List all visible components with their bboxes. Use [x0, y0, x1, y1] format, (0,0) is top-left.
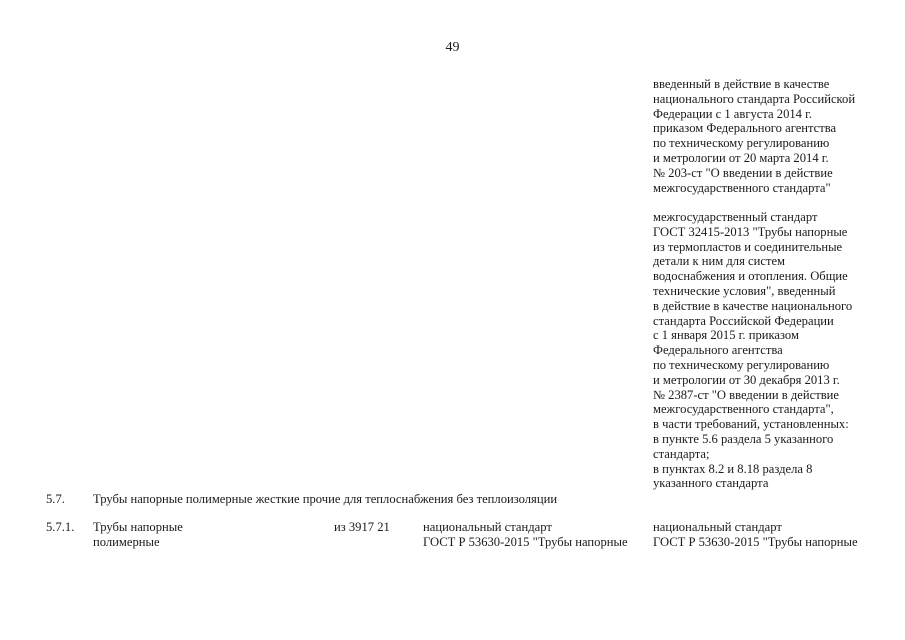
text-line: водоснабжения и отопления. Общие: [653, 269, 848, 284]
standard-text-block-2: [653, 210, 893, 491]
text-line: межгосударственного стандарта": [653, 180, 831, 195]
page-number: 49: [445, 40, 460, 55]
text-line: межгосударственного стандарта",: [653, 402, 834, 417]
text-line: ГОСТ Р 53630-2015 "Трубы напорные: [653, 534, 858, 549]
text-line: по техническому регулированию: [653, 136, 830, 151]
text-line: Федерального агентства: [653, 343, 783, 358]
text-line: введенный в действие в качестве: [653, 77, 830, 91]
text-line: в действие в качестве национального: [653, 298, 853, 313]
standard-text-block-1: [653, 77, 893, 195]
text-line: национальный стандарт: [423, 520, 552, 534]
section-title: Трубы напорные полимерные жесткие прочие для теплоснабжения без теплоизоляции: [93, 492, 558, 506]
text-line: стандарта;: [653, 446, 710, 461]
text-line: из термопластов и соединительные: [653, 239, 843, 254]
text-line: технические условия", введенный: [653, 283, 836, 298]
product-name: [93, 520, 183, 550]
standard-column-b: [653, 520, 858, 550]
text-line: национальный стандарт: [653, 520, 782, 534]
row-number: 5.7.1.: [46, 520, 75, 534]
text-line: ГОСТ 32415-2013 "Трубы напорные: [653, 224, 848, 239]
text-line: межгосударственный стандарт: [653, 210, 818, 224]
text-line: по техническому регулированию: [653, 357, 830, 372]
text-line: Федерации с 1 августа 2014 г.: [653, 106, 813, 121]
text-line: ГОСТ Р 53630-2015 "Трубы напорные: [423, 534, 628, 549]
text-line: № 203-ст "О введении в действие: [653, 165, 833, 180]
text-line: Трубы напорные: [93, 520, 183, 534]
section-number: 5.7.: [46, 492, 65, 506]
text-line: в пунктах 8.2 и 8.18 раздела 8: [653, 461, 813, 476]
product-code: из 3917 21: [334, 520, 390, 534]
text-line: в части требований, установленных:: [653, 417, 849, 432]
text-line: в пункте 5.6 раздела 5 указанного: [653, 431, 834, 446]
text-line: национального стандарта Российской: [653, 91, 856, 106]
text-line: и метрологии от 20 марта 2014 г.: [653, 150, 829, 165]
text-line: приказом Федерального агентства: [653, 121, 837, 136]
text-line: указанного стандарта: [653, 476, 769, 491]
text-line: стандарта Российской Федерации: [653, 313, 834, 328]
text-line: с 1 января 2015 г. приказом: [653, 328, 799, 343]
text-line: полимерные: [93, 534, 160, 549]
text-line: № 2387-ст "О введении в действие: [653, 387, 839, 402]
text-line: и метрологии от 30 декабря 2013 г.: [653, 372, 840, 387]
text-line: детали к ним для систем: [653, 254, 786, 269]
standard-column-a: [423, 520, 628, 550]
